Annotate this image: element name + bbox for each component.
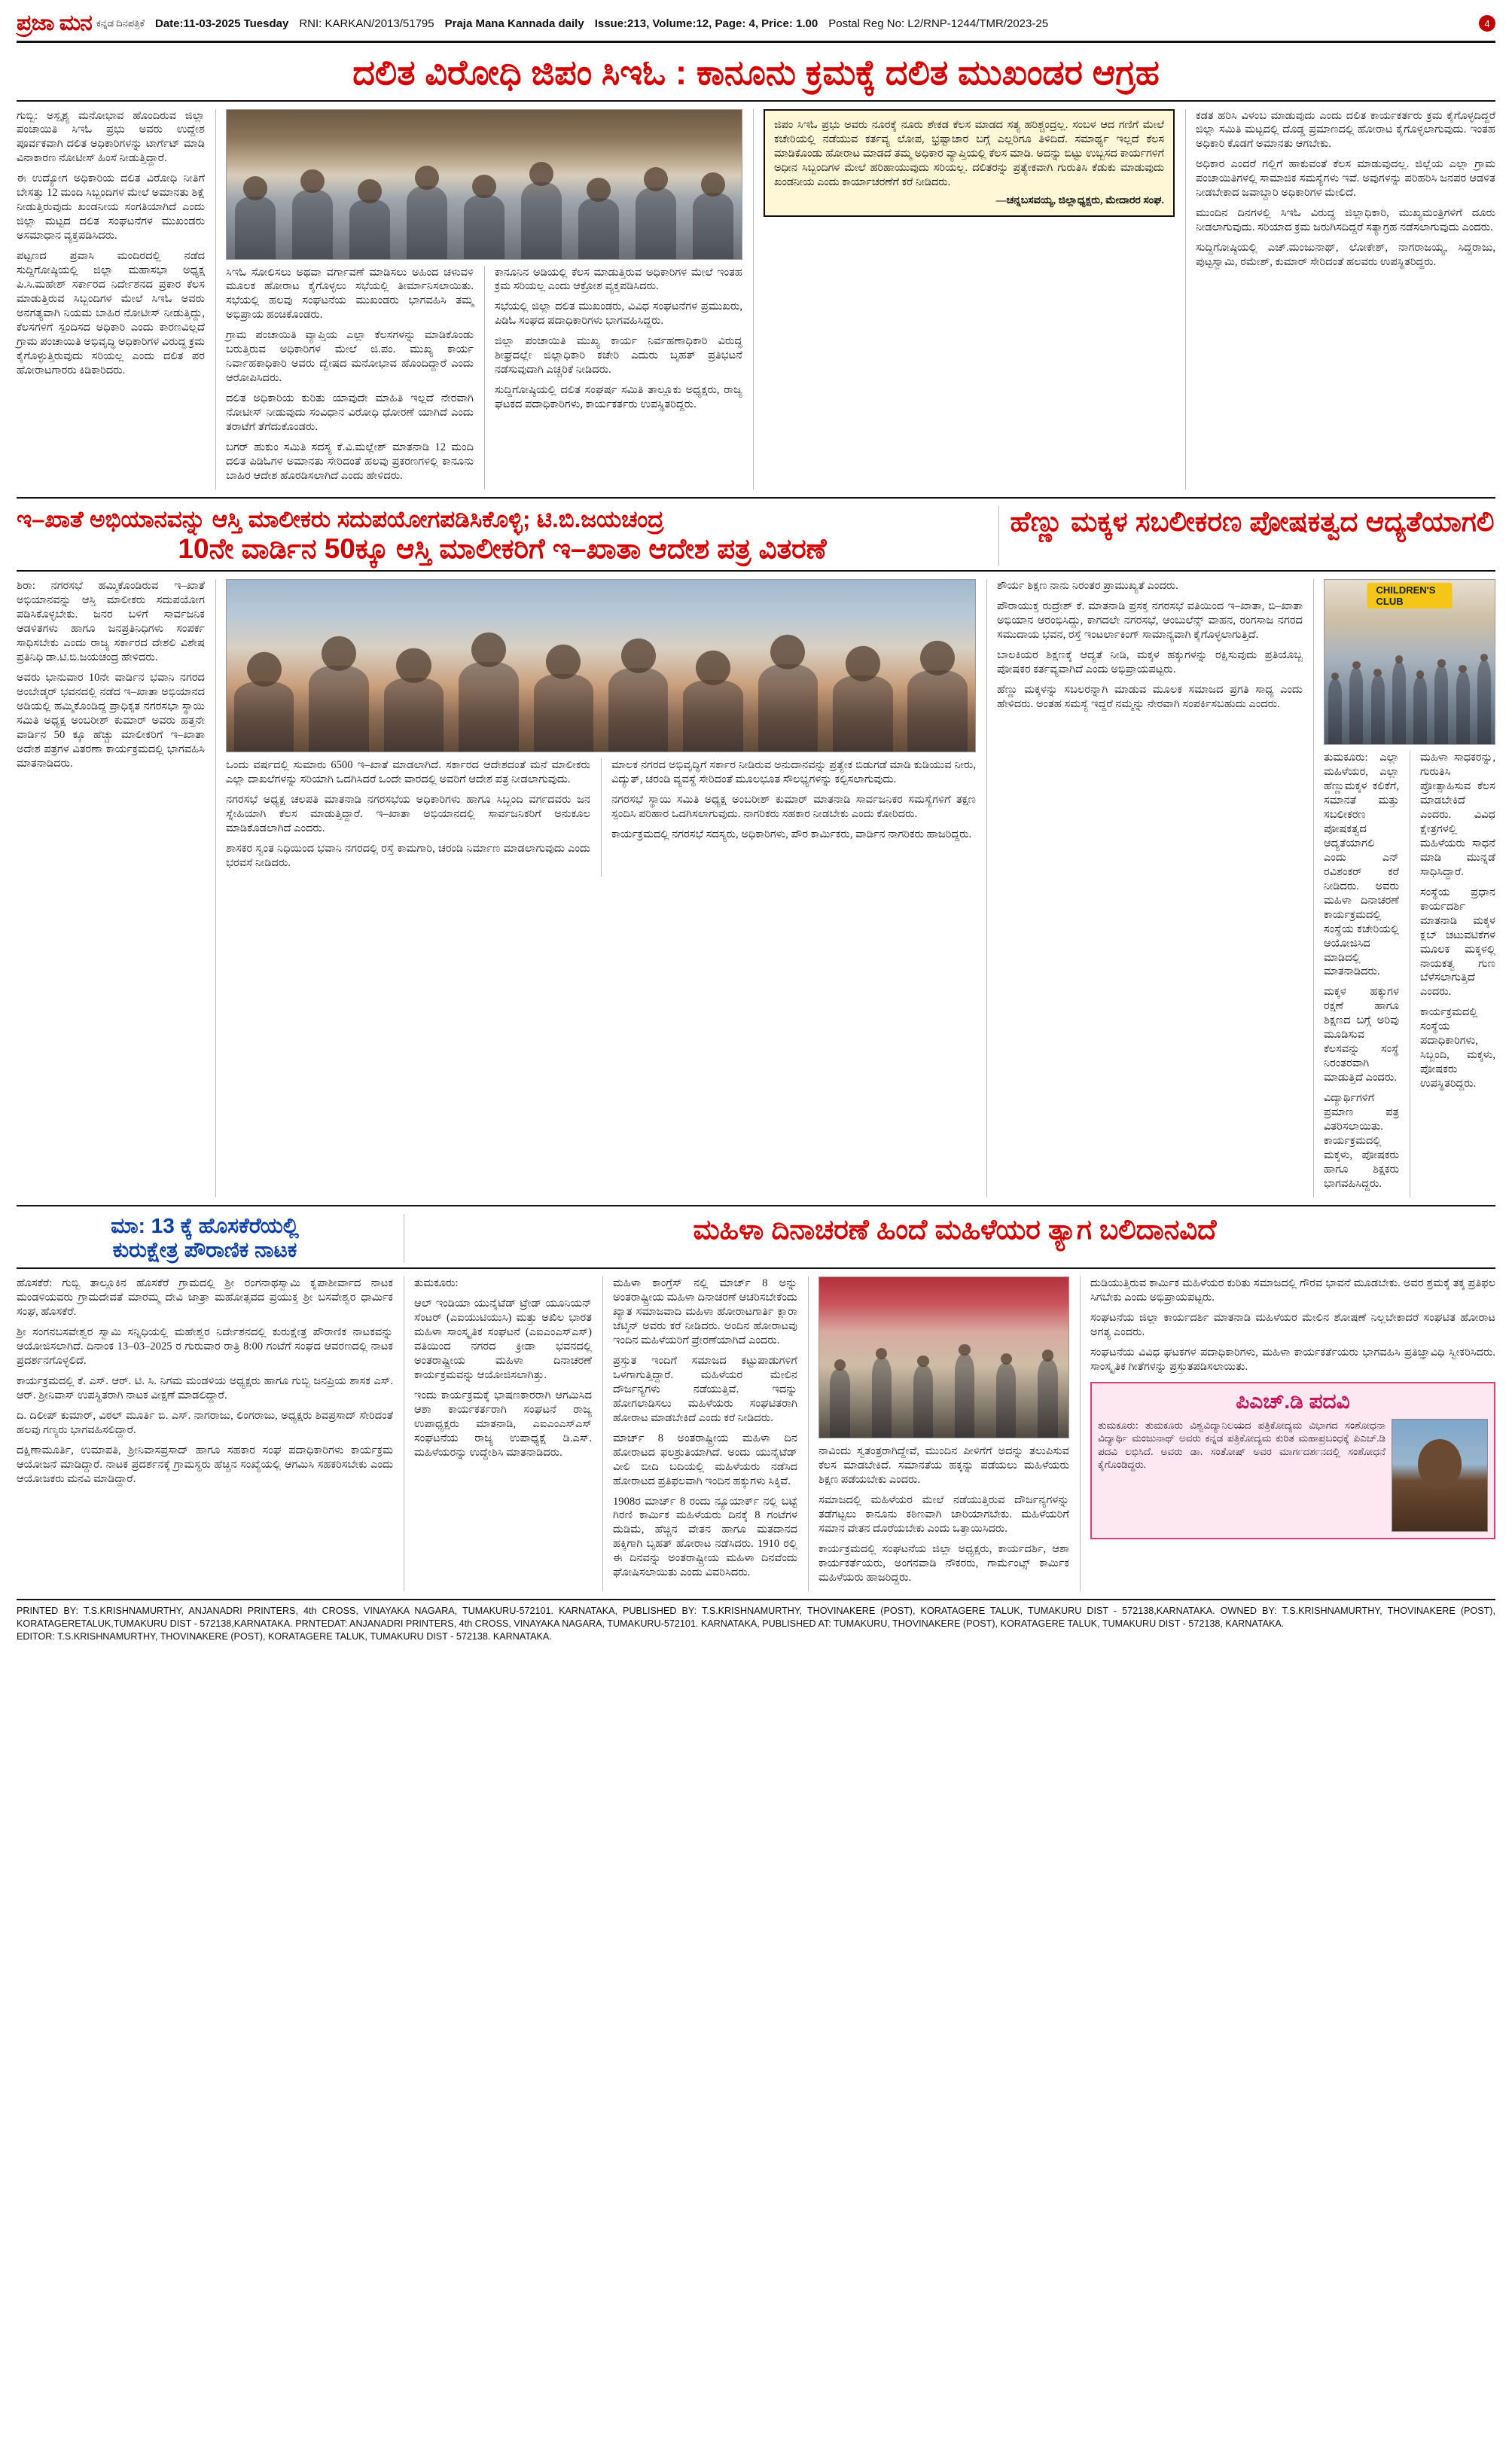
drama-col1: ಹೊಸಕೆರೆ: ಗುಬ್ಬಿ ತಾಲ್ಲೂಕಿನ ಹೊಸಕೆರೆ ಗ್ರಾಮದಲ್ಲಿ ಶ್ರೀ ರಂಗನಾಥಸ್ವಾಮಿ ಕೃಪಾಶೀರ್ವಾದ ನಾಟಕ ಮಂಡಳಿಯವರು ಗ್ರಾಮದೇವತೆ ಮಾರಮ್ಮ ದೇವಿ ಜಾತ್ರಾ ಮಹೋತ್ಸವದ ಪ್ರಯುಕ್ತ ಶ್ರೀ ಬಸವೇಶ್ವರ ಧಾರ್ಮಿಕ ಸಂಘ, ಹೊಸಕೆರೆ. ಶ್ರೀ ಸಂಗನಬಸವೇಶ್ವರ ಸ್ವಾಮಿ ಸನ್ನಿಧಿಯಲ್ಲಿ ಮಹೇಶ್ವರ ನಿರ್ದೇಶನದಲ್ಲಿ ಕುರುಕ್ಷೇತ್ರ ಪೌರಾಣಿಕ ನಾಟಕವನ್ನು ಆಯೋಜಿಸಲಾಗಿದೆ. ದಿನಾಂಕ 13–03–2025 ರ ಗುರುವಾರ ರಾತ್ರಿ 8:00 ಗಂಟೆಗೆ ಸಂಘದ ಆವರಣದಲ್ಲಿ ನಾಟಕ ಪ್ರದರ್ಶನಗೊಳ್ಳಲಿದೆ. ಕಾರ್ಯಕ್ರಮದಲ್ಲಿ ಕೆ. ಎಸ್. ಆರ್. ಟಿ. ಸಿ. ನಿಗಮ ಮಂಡಳಿಯ ಅಧ್ಯಕ್ಷರು ಹಾಗೂ ಗುಬ್ಬಿ ಜನಪ್ರಿಯ ಶಾಸಕ ಎಸ್. ಆರ್. ಶ್ರೀನಿವಾಸ್ ಉಪಸ್ಥಿತರಾಗಿ ನಾಟಕ ವೀಕ್ಷಣೆ ಮಾಡಲಿದ್ದಾರೆ. ದಿ. ದಿಲೀಪ್ ಕುಮಾರ್, ವಿಠಲ್ ಮೂರ್ತಿ ಬಿ. ಎಸ್. ನಾಗರಾಜು, ಲಿಂಗರಾಜು, ಅಧ್ಯಕ್ಷರು ಶಿವಪ್ರಸಾದ್ ಸೇರಿದಂತೆ ಹಲವು ಗಣ್ಯರು ಭಾಗವಹಿಸಲಿದ್ದಾರೆ. ದಕ್ಷಿಣಾಮೂರ್ತಿ, ಉಮಾಪತಿ, ಶ್ರೀನಿವಾಸಪ್ರಸಾದ್ ಹಾಗೂ ಸಹಕಾರ ಸಂಘ ಪದಾಧಿಕಾರಿಗಳು ಕಾರ್ಯಕ್ರಮ ಆಯೋಜನೆ ಮಾಡಿದ್ದಾರೆ. ನಾಟಕ ಪ್ರದರ್ಶನಕ್ಕೆ ಗ್ರಾಮಸ್ಥರು ಹೆಚ್ಚಿನ ಸಂಖ್ಯೆಯಲ್ಲಿ ಆಗಮಿಸಿ ಸಹಕರಿಸಬೇಕು ಎಂದು ಆಯೋಜಕರು ಮನವಿ ಮಾಡಿದ್ದಾರೆ. [17,1276,393,1485]
ekhata-col3: ಮಾಲಕ ನಗರದ ಅಭಿವೃದ್ಧಿಗೆ ಸರ್ಕಾರ ನೀಡಿರುವ ಅನುದಾನವನ್ನು ಪ್ರತ್ಯೇಕ ಬಿಡುಗಡೆ ಮಾಡಿ ಕುಡಿಯುವ ನೀರು, ವಿದ್ಯುತ್, ಚರಂಡಿ ವ್ಯವಸ್ಥೆ ಸೇರಿದಂತೆ ಮೂಲಭೂತ ಸೌಲಭ್ಯಗಳನ್ನು ಕಲ್ಪಿಸಲಾಗುವುದು. ನಗರಸಭೆ ಸ್ಥಾಯಿ ಸಮಿತಿ ಅಧ್ಯಕ್ಷ ಅಂಬರೀಶ್ ಕುಮಾರ್ ಮಾತನಾಡಿ ಸಾರ್ವಜನಿಕರ ಸಮಸ್ಯೆಗಳಿಗೆ ತಕ್ಷಣ ಸ್ಪಂದಿಸಿ ಪರಿಹಾರ ಒದಗಿಸಲಾಗುವುದು. ನಾಗರಿಕರು ಸಹಕಾರ ನೀಡಬೇಕು ಎಂದು ಕೋರಿದರು. ಕಾರ್ಯಕ್ರಮದಲ್ಲಿ ನಗರಸಭೆ ಸದಸ್ಯರು, ಅಧಿಕಾರಿಗಳು, ಪೌರ ಕಾರ್ಮಿಕರು, ವಾರ್ಡಿನ ನಾಗರಿಕರು ಹಾಜರಿದ್ದರು. [611,758,976,840]
divider-2 [17,497,1495,499]
masthead [17,11,1495,43]
divider-5 [17,1267,1495,1269]
paper-name: Praja Mana Kannada daily [444,17,584,30]
empowerment-headline: ಹೆಣ್ಣು ಮಕ್ಕಳ ಸಬಲೀಕರಣ ಪೋಷಕತ್ವದ ಆದ್ಯತೆಯಾಗಲಿ [1010,506,1495,538]
logo-title: ಪ್ರಜಾ ಮನ [17,11,92,35]
womensday-col2: ಮಹಿಳಾ ಕಾಂಗ್ರೆಸ್ ನಲ್ಲಿ ಮಾರ್ಚ್ 8 ಅನ್ನು ಅಂತರಾಷ್ಟ್ರೀಯ ಮಹಿಳಾ ದಿನಾಚರಣೆ ಆಚರಿಸಬೇಕೆಂದು ಖ್ಯಾತ ಸಮಾಜವಾದಿ ಮಹಿಳಾ ಹೋರಾಟಗಾರ್ತಿ ಕ್ಲಾರಾ ಜೆಟ್ಕಿನ್ ಅವರು ಕರೆ ನೀಡಿದರು. ಅಂದಿನ ಹೋರಾಟವು ಇಂದಿನ ಮಹಿಳೆಯರಿಗೆ ಪ್ರೇರಣೆಯಾಗಿದೆ ಎಂದರು. ಪ್ರಸ್ತುತ ಇಂದಿಗೆ ಸಮಾಜದ ಕಟ್ಟುಪಾಡುಗಳಿಗೆ ಒಳಗಾಗುತ್ತಿದ್ದಾರೆ. ಮಹಿಳೆಯರ ಮೇಲಿನ ದೌರ್ಜನ್ಯಗಳು ನಡೆಯುತ್ತಿವೆ. ಇದನ್ನು ಹೋಗಲಾಡಿಸಲು ಮಹಿಳೆಯರು ಸಂಘಟಿತರಾಗಿ ಹೋರಾಟ ಮಾಡಬೇಕಿದೆ ಎಂದು ಕರೆ ನೀಡಿದರು. ಮಾರ್ಚ್ 8 ಅಂತರಾಷ್ಟ್ರೀಯ ಮಹಿಳಾ ದಿನ ಹೋರಾಟದ ಫಲಶ್ರುತಿಯಾಗಿದೆ. ಅಂದು ಯುನೈಟೆಡ್ ವೀಲಿ ಬೀದಿ ಬದಿಯಲ್ಲಿ ಮಹಿಳೆಯರು ನಡೆಸಿದ ಹೋರಾಟದ ಪ್ರತಿಫಲವಾಗಿ ಇಂದಿನ ಹಕ್ಕುಗಳು ಸಿಕ್ಕಿವೆ. 1908ರ ಮಾರ್ಚ್ 8 ರಂದು ನ್ಯೂಯಾರ್ಕ್ ನಲ್ಲಿ ಬಟ್ಟೆ ಗಿರಣಿ ಕಾರ್ಮಿಕ ಮಹಿಳೆಯರು ದಿನಕ್ಕೆ 8 ಗಂಟೆಗಳ ದುಡಿಮೆ, ಹೆಚ್ಚಿನ ವೇತನ ಹಾಗೂ ಮತದಾನದ ಹಕ್ಕಿಗಾಗಿ ಬೃಹತ್ ಹೋರಾಟ ನಡೆಸಿದರು. 1910 ರಲ್ಲಿ ಈ ದಿನವನ್ನು ಅಂತರಾಷ್ಟ್ರೀಯ ಮಹಿಳಾ ದಿನವೆಂದು ಘೋಷಿಸಲಾಯಿತು ಎಂದು ವಿವರಿಸಿದರು. [613,1276,797,1579]
lead-col3: ಕಾನೂನಿನ ಅಡಿಯಲ್ಲಿ ಕೆಲಸ ಮಾಡುತ್ತಿರುವ ಅಧಿಕಾರಿಗಳ ಮೇಲೆ ಇಂತಹ ಕ್ರಮ ಸರಿಯಲ್ಲ ಎಂದು ಆಕ್ರೋಶ ವ್ಯಕ್ತಪಡಿಸಿದರು. ಸಭೆಯಲ್ಲಿ ಜಿಲ್ಲಾ ದಲಿತ ಮುಖಂಡರು, ವಿವಿಧ ಸಂಘಟನೆಗಳ ಪ್ರಮುಖರು, ಪಿಡಿಓ ಸಂಘದ ಪದಾಧಿಕಾರಿಗಳು ಭಾಗವಹಿಸಿದ್ದರು. ಜಿಲ್ಲಾ ಪಂಚಾಯಿತಿ ಮುಖ್ಯ ಕಾರ್ಯ ನಿರ್ವಹಣಾಧಿಕಾರಿ ವಿರುದ್ಧ ಶೀಘ್ರದಲ್ಲೇ ಜಿಲ್ಲಾಧಿಕಾರಿ ಕಚೇರಿ ಎದುರು ಬೃಹತ್ ಪ್ರತಿಭಟನೆ ನಡೆಸುವುದಾಗಿ ಎಚ್ಚರಿಕೆ ನೀಡಿದರು. ಸುದ್ದಿಗೋಷ್ಠಿಯಲ್ಲಿ ದಲಿತ ಸಂಘರ್ಷ ಸಮಿತಿ ತಾಲ್ಲೂಕು ಅಧ್ಯಕ್ಷರು, ರಾಜ್ಯ ಘಟಕದ ಪದಾಧಿಕಾರಿಗಳು, ಕಾರ್ಯಕರ್ತರು ಉಪಸ್ಥಿತರಿದ್ದರು. [495,266,742,411]
rni-number: RNI: KARKAN/2013/51795 [299,17,434,30]
highlight-quote-box [764,109,1175,218]
lead-story [17,109,1495,490]
ekhata-col2: ಒಂದು ವರ್ಷದಲ್ಲಿ ಸುಮಾರು 6500 ಇ–ಖಾತೆ ಮಾಡಲಾಗಿದೆ. ಸರ್ಕಾರದ ಆದೇಶದಂತೆ ಮನೆ ಮಾಲೀಕರು ಎಲ್ಲಾ ದಾಖಲೆಗಳನ್ನು ಸರಿಯಾಗಿ ಒದಗಿಸಿದರೆ ಒಂದೇ ವಾರದಲ್ಲಿ ಅವರಿಗೆ ಆದೇಶ ಪತ್ರ ನೀಡಲಾಗುವುದು. ನಗರಸಭೆ ಅಧ್ಯಕ್ಷ ಚಲಪತಿ ಮಾತನಾಡಿ ನಗರಸಭೆಯ ಅಧಿಕಾರಿಗಳು ಹಾಗೂ ಸಿಬ್ಬಂದಿ ವರ್ಗದವರು ಜನ ಸ್ನೇಹಿಯಾಗಿ ಕೆಲಸ ಮಾಡುತ್ತಿದ್ದಾರೆ. ಇ–ಖಾತಾ ಅಭಿಯಾನದಲ್ಲಿ ಸಾರ್ವಜನಿಕರಿಗೆ ಅನುಕೂಲ ಮಾಡಿಕೊಡಲಾಗಿದೆ ಎಂದರು. ಶಾಸಕರ ಸ್ವಂತ ನಿಧಿಯಿಂದ ಭವಾನಿ ನಗರದಲ್ಲಿ ರಸ್ತೆ ಕಾಮಗಾರಿ, ಚರಂಡಿ ನಿರ್ಮಾಣ ಮಾಡಲಾಗುವುದು ಎಂದು ಭರವಸೆ ನೀಡಿದರು. [226,758,590,869]
section-headlines-row [17,506,1495,566]
childrens-club-photo [1324,579,1495,745]
quote-attribution: —ಚನ್ನಬಸವಯ್ಯ, ಜಿಲ್ಲಾಧ್ಯಕ್ಷರು, ಮೇದಾರರ ಸಂಘ. [995,194,1164,206]
photo-figures [227,172,742,259]
ekhata-headline-2: 10ನೇ ವಾರ್ಡಿನ 50ಕ್ಕೂ ಆಸ್ತಿ ಮಾಲೀಕರಿಗೆ ಇ–ಖಾತಾ ಆದೇಶ ಪತ್ರ ವಿತರಣೆ [178,533,827,565]
imprint-line-1: PRINTED BY: T.S.KRISHNAMURTHY, ANJANADRI PRINTERS, 4th CROSS, VINAYAKA NAGARA, TUMAKURU-572101. KARNATAKA, PUBLISHED BY: T.S.KRISHNAMURTHY, THOVINAKERE (POST), KORATAGERE TALUK, TUMAKURU DIST - 572138,KARNATAKA. OWNED BY: T.S.KRISHNAMURTHY, THOVINAKERE (POST), KORATAGERETALUK,TUMAKURU DIST - 572138,KARNATAKA. PRNTEDAT: ANJANADRI PRINTERS, 4th CROSS, VINAYAKA NAGARA, TUMAKURU-572101. KARNATAKA, PUBLISHED AT: TUMAKURU, THOVINAKERE (POST), KORATAGERE TALUK, TUMAKURU DIST - 572138, KARNATAKA. [17,1605,1495,1629]
drama-headline-1: ಮಾ: 13 ಕ್ಕೆ ಹೊಸಕೆರೆಯಲ್ಲಿ [111,1214,299,1237]
phd-announcement-box [1090,1382,1495,1539]
lead-col5: ಕಡತ ಹರಿಸಿ ವಿಳಂಬ ಮಾಡುವುದು ಎಂದು ದಲಿತ ಕಾರ್ಯಕರ್ತರು ಕ್ರಮ ಕೈಗೊಳ್ಳದಿದ್ದರೆ ಜಿಲ್ಲಾ ಸಮಿತಿ ಮಟ್ಟದಲ್ಲಿ ದೊಡ್ಡ ಪ್ರಮಾಣದಲ್ಲಿ ಹೋರಾಟ ಕೈಗೊಳ್ಳಲಾಗುವುದು. ಇಂತಹ ಅಧಿಕಾರಿ ಕೊಡಗೆ ಅಮಾನತು ಆಗಬೇಕು. ಅಧಿಕಾರ ಎಂದರೆ ಗಲ್ಲಿಗೆ ಹಾಕುವಂತೆ ಕೆಲಸ ಮಾಡುವುದಲ್ಲ. ಜಿಲ್ಲೆಯ ಎಲ್ಲಾ ಗ್ರಾಮ ಪಂಚಾಯಿತಿಗಳಲ್ಲಿ ಸಾಮಾಜಿಕ ಸಮಸ್ಯೆಗಳು ಇವೆ. ಅವುಗಳನ್ನು ಪರಿಹರಿಸಿ ಜನಪರ ಆಡಳಿತ ನೀಡಬೇಕಾದ ಜವಾಬ್ದಾರಿ ಅಧಿಕಾರಿಗಳ ಮೇಲಿದೆ. ಮುಂದಿನ ದಿನಗಳಲ್ಲಿ ಸಿಇಓ ವಿರುದ್ಧ ಜಿಲ್ಲಾಧಿಕಾರಿ, ಮುಖ್ಯಮಂತ್ರಿಗಳಿಗೆ ದೂರು ನೀಡಲಾಗುವುದು. ಸರಿಯಾದ ಕ್ರಮ ಜರುಗಿಸದಿದ್ದರೆ ಸತ್ಯಾಗ್ರಹ ನಡೆಸಲಾಗುವುದು ಎಂದರು. ಸುದ್ದಿಗೋಷ್ಠಿಯಲ್ಲಿ ಎಚ್.ಮಂಜುನಾಥ್, ಲೋಕೇಶ್, ನಾಗರಾಜಯ್ಯ, ಸಿದ್ದರಾಜು, ಪುಟ್ಟಸ್ವಾಮಿ, ರಮೇಶ್, ಕುಮಾರ್ ಸೇರಿದಂತೆ ಹಲವರು ಉಪಸ್ಥಿತರಿದ್ದರು. [1196,109,1495,269]
phd-title: ಪಿಎಚ್.ಡಿ ಪದವಿ [1236,1389,1350,1413]
womens-day-stage-photo [818,1276,1069,1438]
photo-figures [819,1344,1068,1438]
ekhata-col1: ಶಿರಾ: ನಗರಸಭೆ ಹಮ್ಮಿಕೊಂಡಿರುವ ಇ–ಖಾತೆ ಅಭಿಯಾನವನ್ನು ಆಸ್ತಿ ಮಾಲೀಕರು ಸದುಪಯೋಗ ಪಡಿಸಿಕೊಳ್ಳಬೇಕು. ಜನರ ಬಳಿಗೆ ಸಾರ್ವಜನಿಕ ಆಡಳಿತಗಳು ಹಾಗೂ ಜನಪ್ರತಿನಿಧಿಗಳು ಸಂಪರ್ಕ ಸಾಧಿಸಬೇಕು ಎಂದು ರಾಜ್ಯ ಸರ್ಕಾರದ ದೇಶಲಿ ವಿಶೇಷ ಪ್ರತಿನಿಧಿ ಡಾ.ಟಿ.ಬಿ.ಜಯಚಂದ್ರ ಹೇಳಿದರು. ಅವರು ಭಾನುವಾರ 10ನೇ ವಾರ್ಡಿನ ಭವಾನಿ ನಗರದ ಅಂಬೇಡ್ಕರ್ ಭವನದಲ್ಲಿ ನಡೆದ ಇ–ಖಾತಾ ಅಭಿಯಾನದ ಅಡಿಯಲ್ಲಿ ಹಮ್ಮಿಕೊಂಡಿದ್ದ ಪ್ರಾಧಿಕೃತ ನಗರಸಭಾ ಸ್ಥಾಯಿ ಸಮಿತಿ ಅಧ್ಯಕ್ಷ ಅಂಬರೀಶ್ ಕುಮಾರ್ ಅವರು ಹತ್ತನೇ ವಾರ್ಡಿನ 50 ಕ್ಕೂ ಹೆಚ್ಚು ಮಾಲೀಕರಿಗೆ ಇ–ಖಾತಾ ಅದೇಶ ಪತ್ರಗಳ ವಿತರಣಾ ಕಾರ್ಯಕ್ರಮದಲ್ಲಿ ಭಾಗವಹಿಸಿ ಮಾತನಾಡಿದರು. [17,579,205,770]
imprint-line-2: EDITOR: T.S.KRISHNAMURTHY, THOVINAKERE (POST), KORATAGERE TALUK, TUMAKURU DIST - 572138. KARNATAKA. [17,1630,552,1642]
drama-headline-2: ಕುರುಕ್ಷೇತ್ರ ಪೌರಾಣಿಕ ನಾಟಕ [112,1238,297,1262]
divider-4 [17,1205,1495,1206]
childrens-club-banner: CHILDREN'S CLUB [1367,583,1453,608]
imprint-footer [17,1599,1495,1643]
photo-figures [1325,649,1495,744]
lead-col2: ಸಿಇಓ ಸೋಲಿಸಲು ಅಥವಾ ವರ್ಗಾವಣೆ ಮಾಡಿಸಲು ಅಹಿಂದ ಚಳುವಳಿ ಮೂಲಕ ಹೋರಾಟ ಕೈಗೊಳ್ಳಲು ಸಭೆಯಲ್ಲಿ ತೀರ್ಮಾನಿಸಲಾಯಿತು. ಸಭೆಯಲ್ಲಿ ಹಲವು ಸಂಘಟನೆಯ ಮುಖಂಡರು ಭಾಗವಹಿಸಿ ತಮ್ಮ ಅಭಿಪ್ರಾಯ ಹಂಚಿಕೊಂಡರು. ಗ್ರಾಮ ಪಂಚಾಯಿತಿ ವ್ಯಾಪ್ತಿಯ ಎಲ್ಲಾ ಕೆಲಸಗಳನ್ನು ಮಾಡಿಕೊಂಡು ಬರುತ್ತಿರುವ ಅಧಿಕಾರಿಗಳ ಮೇಲೆ ಜಿ.ಪಂ. ಮುಖ್ಯ ಕಾರ್ಯ ನಿರ್ವಾಹಕಾಧಿಕಾರಿ ಅವರು ದ್ವೇಷದ ಮನೋಭಾವ ಹೊಂದಿದ್ದಾರೆ ಎಂದು ಆರೋಪಿಸಿದರು. ದಲಿತ ಅಧಿಕಾರಿಯ ಕುರಿತು ಯಾವುದೇ ಮಾಹಿತಿ ಇಲ್ಲದೆ ನೇರವಾಗಿ ನೋಟೀಸ್ ನೀಡುವುದು ಸಂವಿಧಾನ ವಿರೋಧಿ ಧೋರಣೆ ಯಾಗಿದೆ ಎಂದು ತರಾಟೆಗೆ ತೆಗೆದುಕೊಂಡರು. ಬಗರ್ ಹುಕುಂ ಸಮಿತಿ ಸದಸ್ಯ ಕೆ.ವಿ.ಮಲ್ಲೇಶ್ ಮಾತನಾಡಿ 12 ಮಂದಿ ದಲಿತ ಪಿಡಿಓಗಳ ಅಮಾನತು ಸೇರಿದಂತೆ ಹಲವು ಪ್ರಕರಣಗಳಲ್ಲಿ ಕಾನೂನು ಬಾಹಿರ ಆದೇಶ ಹೊರಡಿಸಲಾಗಿದೆ ಎಂದು ಹೇಳಿದರು. [226,266,474,483]
paper-logo [17,11,145,36]
quote-text: ಜಿಪಂ ಸಿಇಓ ಪ್ರಭು ಅವರು ನೂರಕ್ಕೆ ನೂರು ಶೇಕಡ ಕೆಲಸ ಮಾಡದ ಸತ್ಯ ಹರಿಶ್ಚಂದ್ರಲ್ಲ. ಸಂಬಳ ಆದ ಗಣಿಗೆ ಮೇಲೆ ಕಚೇರಿಯಲ್ಲಿ ನಡೆಯುವ ಕರ್ತವ್ಯ ಲೋಪ, ಭ್ರಷ್ಟಾಚಾರ ಬಗ್ಗೆ ಎಲ್ಲರಿಗೂ ತಿಳಿದಿದೆ. ಸಮಾರ್ಥ್ಯ ಇಲ್ಲದೆ ಕೆಲಸ ಮಾಡಿಕೊಂಡು ಹೋರಾಟ ಮಾಡದೆ ತಮ್ಮ ಅಧಿಕಾರ ವ್ಯಾಪ್ತಿಯಲ್ಲಿ ಕೆಲಸ ಮಾಡಿ. ಅದನ್ನು ಬಿಟ್ಟು ಉಬ್ಬಸದ ಕಾರ್ಯಗಳಿಗೆ ಅಧೀನ ಸಿಬ್ಬಂದಿಗಳ ಮೇಲೆ ಹರಿಹಾಯುವುದು ಸರಿಯಲ್ಲ. ದಲಿತರನ್ನು ಪ್ರತ್ಯೇಕವಾಗಿ ಗುರುತಿಸಿ ಕೆಡುಕು ಮಾಡುವುದು ಖಂಡನೀಯ ಎಂದು ಕಾರ್ಯಾಚರಣೆಗೆ ಕರೆ ನೀಡಿದರು. [774,118,1164,188]
logo-subtitle: ಕನ್ನಡ ದಿನಪತ್ರಿಕೆ [96,17,145,29]
womensday-col1: ತುಮಕೂರು: ಆಲ್ ಇಂಡಿಯಾ ಯುನೈಟೆಡ್ ಟ್ರೇಡ್ ಯೂನಿಯನ್ ಸೆಂಟರ್ (ಎಐಯುಟಿಯುಸಿ) ಮತ್ತು ಅಖಿಲ ಭಾರತ ಮಹಿಳಾ ಸಾಂಸ್ಕೃತಿಕ ಸಂಘಟನೆ (ಎಐಎಂಎಸ್ಎಸ್) ವತಿಯಿಂದ ನಗರದ ಕ್ರೀಡಾ ಭವನದಲ್ಲಿ ಅಂತರಾಷ್ಟ್ರೀಯ ಮಹಿಳಾ ದಿನಾಚರಣೆ ಕಾರ್ಯಕ್ರಮವನ್ನು ಆಯೋಜಿಸಲಾಗಿತ್ತು. ಇಂದು ಕಾರ್ಯಕ್ರಮಕ್ಕೆ ಭಾಷಣಕಾರರಾಗಿ ಆಗಮಿಸಿದ ಆಶಾ ಕಾರ್ಯಕರ್ತರಾಗಿ ಸಂಘಟನೆ ರಾಜ್ಯ ಉಪಾಧ್ಯಕ್ಷರು ಮಾತನಾಡಿ, ಎಐಎಂಎಸ್ಎಸ್ ಸಂಘಟನೆಯ ರಾಜ್ಯ ಉಪಾಧ್ಯಕ್ಷೆ ಡಿ.ಎಸ್. ಮಹಿಳೆಯರನ್ನು ಉದ್ದೇಶಿಸಿ ಮಾತನಾಡಿದರು. [414,1276,592,1459]
press-meet-photo [226,109,742,260]
section2-3-body [17,579,1495,1197]
womensday-col4: ದುಡಿಯುತ್ತಿರುವ ಕಾರ್ಮಿಕ ಮಹಿಳೆಯರ ಕುರಿತು ಸಮಾಜದಲ್ಲಿ ಗೌರವ ಭಾವನೆ ಮೂಡಬೇಕು. ಅವರ ಶ್ರಮಕ್ಕೆ ತಕ್ಕ ಪ್ರತಿಫಲ ಸಿಗಬೇಕು ಎಂದು ಅಭಿಪ್ರಾಯಪಟ್ಟರು. ಸಂಘಟನೆಯ ಜಿಲ್ಲಾ ಕಾರ್ಯದರ್ಶಿ ಮಾತನಾಡಿ ಮಹಿಳೆಯರ ಮೇಲಿನ ಶೋಷಣೆ ನಿಲ್ಲಬೇಕಾದರೆ ಸಂಘಟಿತ ಹೋರಾಟ ಅಗತ್ಯ ಎಂದರು. ಸಂಘಟನೆಯ ವಿವಿಧ ಘಟಕಗಳ ಪದಾಧಿಕಾರಿಗಳು, ಮಹಿಳಾ ಕಾರ್ಯಕರ್ತೆಯರು ಭಾಗವಹಿಸಿ ಪ್ರತಿಜ್ಞಾವಿಧಿ ಸ್ವೀಕರಿಸಿದರು. ಸಾಂಸ್ಕೃತಿಕ ಗೀತೆಗಳನ್ನು ಪ್ರಸ್ತುತಪಡಿಸಲಾಯಿತು. [1090,1276,1495,1373]
postal-reg: Postal Reg No: L2/RNP-1244/TMR/2023-25 [828,17,1049,30]
divider-3 [17,570,1495,572]
phd-text: ತುಮಕೂರು: ತುಮಕೂರು ವಿಶ್ವವಿದ್ಯಾನಿಲಯದ ಪತ್ರಿಕೋದ್ಯಮ ವಿಭಾಗದ ಸಂಶೋಧನಾ ವಿದ್ಯಾರ್ಥಿ ಮಂಜುನಾಥ್ ಅವರು ಕನ್ನಡ ಪತ್ರಿಕೋದ್ಯಮ ಕುರಿತ ಮಹಾಪ್ರಬಂಧಕ್ಕೆ ಪಿಎಚ್.ಡಿ ಪದವಿ ಲಭಿಸಿದೆ. ಅವರು ಡಾ. ಸಂತೋಷ್ ಅವರ ಮಾರ್ಗದರ್ಶನದಲ್ಲಿ ಸಂಶೋಧನೆ ಕೈಗೊಂಡಿದ್ದರು. [1098,1419,1385,1471]
empowerment-col1: ಶೌರ್ಯ ಶಿಕ್ಷಣ ನಾನು ನಿರಂತರ ಪ್ರಾಮುಖ್ಯತೆ ಎಂದರು. ಪೌರಾಯುಕ್ತ ರುದ್ರೇಶ್ ಕೆ. ಮಾತನಾಡಿ ಪ್ರಸಕ್ತ ನಗರಸಭೆ ವತಿಯಿಂದ ಇ–ಖಾತಾ, ಬಿ–ಖಾತಾ ಅಭಿಯಾನ ಆರಂಭಿಸಿದ್ದು, ಕಾಗದಲೇ ನಗರಸಭೆ, ಆಂಬುಲೆನ್ಸ್ ವಾಹನ, ರಂಗಸಾಜ ನಗರದ ಸಮುದಾಯ ಭವನ, ರಸ್ತೆ ಇಂಟರ್ಲಾಕಿಂಗ್ ಸಾಮಾನ್ಯವಾಗಿ ಕೈಗೊಳ್ಳಲಾಗುತ್ತಿದೆ. ಬಾಲಕಿಯರ ಶಿಕ್ಷಣಕ್ಕೆ ಆದ್ಯತೆ ನೀಡಿ, ಮಕ್ಕಳ ಹಕ್ಕುಗಳನ್ನು ರಕ್ಷಿಸುವುದು ಪ್ರತಿಯೊಬ್ಬ ಪೋಷಕರ ಕರ್ತವ್ಯವಾಗಿದೆ ಎಂದು ಅಭಿಪ್ರಾಯಪಟ್ಟರು. ಹೆಣ್ಣು ಮಕ್ಕಳನ್ನು ಸಬಲರನ್ನಾಗಿ ಮಾಡುವ ಮೂಲಕ ಸಮಾಜದ ಪ್ರಗತಿ ಸಾಧ್ಯ ಎಂದು ಹೇಳಿದರು. ಅಂತಹ ಸಮಸ್ಯೆ ಇದ್ದರೆ ನಮ್ಮನ್ನು ನೇರವಾಗಿ ಸಂಪರ್ಕಿಸಬಹುದು ಎಂದರು. [997,579,1303,710]
issue-date: Date:11-03-2025 Tuesday [155,17,289,30]
section4-body [17,1276,1495,1591]
page-number-badge: 4 [1479,15,1495,32]
section4-headlines [17,1214,1495,1263]
issue-info: Issue:213, Volume:12, Page: 4, Price: 1.00 [594,17,818,30]
photo-figures [227,652,975,752]
divider [17,100,1495,102]
empowerment-col3: ಮಹಿಳಾ ಸಾಧಕರನ್ನು, ಗುರುತಿಸಿ ಪ್ರೋತ್ಸಾಹಿಸುವ ಕೆಲಸ ಮಾಡಬೇಕಿದೆ ಎಂದರು. ವಿವಿಧ ಕ್ಷೇತ್ರಗಳಲ್ಲಿ ಮಹಿಳೆಯರು ಸಾಧನೆ ಮಾಡಿ ಮುನ್ನಡೆ ಸಾಧಿಸಿದ್ದಾರೆ. ಸಂಸ್ಥೆಯ ಪ್ರಧಾನ ಕಾರ್ಯದರ್ಶಿ ಮಾತನಾಡಿ ಮಕ್ಕಳ ಕ್ಲಬ್ ಚಟುವಟಿಕೆಗಳ ಮೂಲಕ ಮಕ್ಕಳಲ್ಲಿ ನಾಯಕತ್ವ ಗುಣ ಬೆಳೆಸಲಾಗುತ್ತಿದೆ ಎಂದರು. ಕಾರ್ಯಕ್ರಮದಲ್ಲಿ ಸಂಸ್ಥೆಯ ಪದಾಧಿಕಾರಿಗಳು, ಸಿಬ್ಬಂದಿ, ಮಕ್ಕಳು, ಪೋಷಕರು ಉಪಸ್ಥಿತರಿದ್ದರು. [1420,751,1495,1090]
empowerment-col2: ತುಮಕೂರು: ಎಲ್ಲಾ ಮಹಿಳೆಯರ, ಎಲ್ಲಾ ಹೆಣ್ಣುಮಕ್ಕಳ ಕಲಿಕೆಗೆ, ಸಮಾನತೆ ಮತ್ತು ಸಬಲೀಕರಣ ಪೋಷಕತ್ವದ ಆದ್ಯತೆಯಾಗಲಿ ಎಂದು ಎನ್ ರವಿಶಂಕರ್ ಕರೆ ನೀಡಿದರು. ಅವರು ಮಹಿಳಾ ದಿನಾಚರಣೆ ಕಾರ್ಯಕ್ರಮದಲ್ಲಿ ಸಂಸ್ಥೆಯ ಕಚೇರಿಯಲ್ಲಿ ಆಯೋಜಿಸಿದ ಮಾಡಿದಲ್ಲಿ ಮಾತನಾಡಿದರು. ಮಕ್ಕಳ ಹಕ್ಕುಗಳ ರಕ್ಷಣೆ ಹಾಗೂ ಶಿಕ್ಷಣದ ಬಗ್ಗೆ ಅರಿವು ಮೂಡಿಸುವ ಕೆಲಸವನ್ನು ಸಂಸ್ಥೆ ನಿರಂತರವಾಗಿ ಮಾಡುತ್ತಿದೆ ಎಂದರು. ವಿದ್ಯಾರ್ಥಿಗಳಿಗೆ ಪ್ರಮಾಣ ಪತ್ರ ವಿತರಿಸಲಾಯಿತು. ಕಾರ್ಯಕ್ರಮದಲ್ಲಿ ಮಕ್ಕಳು, ಪೋಷಕರು ಹಾಗೂ ಶಿಕ್ಷಕರು ಭಾಗವಹಿಸಿದ್ದರು. [1324,751,1399,1191]
lead-headline: ದಲಿತ ವಿರೋಧಿ ಜಿಪಂ ಸಿಇಓ : ಕಾನೂನು ಕ್ರಮಕ್ಕೆ ದಲಿತ ಮುಖಂಡರ ಆಗ್ರಹ [352,53,1160,92]
womensday-col3: ನಾವಿಂದು ಸ್ವತಂತ್ರರಾಗಿದ್ದೇವೆ, ಮುಂದಿನ ಪೀಳಿಗೆಗೆ ಅದನ್ನು ತಲುಪಿಸುವ ಕೆಲಸ ಮಾಡಬೇಕಿದೆ. ಸಮಾನತೆಯ ಹಕ್ಕನ್ನು ಪಡೆಯಲು ಮಹಿಳೆಯರು ಶಿಕ್ಷಣ ಪಡೆಯಬೇಕು ಎಂದರು. ಸಮಾಜದಲ್ಲಿ ಮಹಿಳೆಯರ ಮೇಲೆ ನಡೆಯುತ್ತಿರುವ ದೌರ್ಜನ್ಯಗಳನ್ನು ತಡೆಗಟ್ಟಲು ಕಾನೂನು ಕಠಿಣವಾಗಿ ಜಾರಿಯಾಗಬೇಕು. ಮಹಿಳೆಯರಿಗೆ ಸಮಾನ ವೇತನ ದೊರೆಯಬೇಕು ಎಂದು ಒತ್ತಾಯಿಸಿದರು. ಕಾರ್ಯಕ್ರಮದಲ್ಲಿ ಸಂಘಟನೆಯ ಜಿಲ್ಲಾ ಅಧ್ಯಕ್ಷರು, ಕಾರ್ಯದರ್ಶಿ, ಆಶಾ ಕಾರ್ಯಕರ್ತೆಯರು, ಅಂಗನವಾಡಿ ನೌಕರರು, ಗಾರ್ಮೆಂಟ್ಸ್ ಕಾರ್ಮಿಕ ಮಹಿಳೆಯರು ಹಾಜರಿದ್ದರು. [818,1444,1069,1584]
womens-day-headline: ಮಹಿಳಾ ದಿನಾಚರಣೆ ಹಿಂದೆ ಮಹಿಳೆಯರ ತ್ಯಾಗ ಬಲಿದಾನವಿದೆ [693,1214,1217,1245]
ekhata-headline-1: ಇ–ಖಾತೆ ಅಭಿಯಾನವನ್ನು ಆಸ್ತಿ ಮಾಲೀಕರು ಸದುಪಯೋಗಪಡಿಸಿಕೊಳ್ಳಿ; ಟಿ.ಬಿ.ಜಯಚಂದ್ರ [17,506,664,533]
ekhata-distribution-photo [226,579,976,752]
phd-recipient-photo [1392,1419,1488,1532]
lead-col1: ಗುಬ್ಬಿ: ಅಸ್ಪೃಶ್ಯ ಮನೋಭಾವ ಹೊಂದಿರುವ ಜಿಲ್ಲಾ ಪಂಚಾಯಿತಿ ಸಿಇಓ ಪ್ರಭು ಅವರು ಉದ್ದೇಶ ಪೂರ್ವಕವಾಗಿ ದಲಿತ ಅಧಿಕಾರಿಗಳನ್ನು ಟಾರ್ಗೆಟ್ ಮಾಡಿ ವಿನಾಕಾರಣ ನೋಟೀಸ್ ಹಿಂಸೆ ನೀಡುತ್ತಿದ್ದಾರೆ. ಈ ಉದ್ಯೋಗ ಅಧಿಕಾರಿಯ ದಲಿತ ವಿರೋಧಿ ನೀತಿಗೆ ಬೇಸತ್ತು 12 ಮಂದಿ ಸಿಬ್ಬಂದಿಗಳ ಮೇಲೆ ಅಮಾನತು ಶಿಕ್ಷೆ ನೀಡುತ್ತಿರುವುದು ಖಂಡನೀಯ ಸಂಗತಿಯಾಗಿದೆ ಎಂದು ಜಿಲ್ಲಾ ಮಟ್ಟದ ದಲಿತ ಸಂಘಟನೆಗಳ ಮುಖಂಡರು ಅಸಮಾಧಾನ ವ್ಯಕ್ತಪಡಿಸಿದರು. ಪಟ್ಟಣದ ಪ್ರವಾಸಿ ಮಂದಿರದಲ್ಲಿ ನಡೆದ ಸುದ್ದಿಗೋಷ್ಠಿಯಲ್ಲಿ ಜಿಲ್ಲಾ ಮಹಾಸಭಾ ಅಧ್ಯಕ್ಷ ಪಿ.ಸಿ.ಮಹೇಶ್ ಸರ್ಕಾರದ ನಿರ್ದೇಶನದ ಪ್ರಕಾರ ಕೆಲಸ ಮಾಡುತ್ತಿರುವ ಸಿಬ್ಬಂದಿಗಳ ಮೇಲೆ ಸಿಇಓ ಅವರು ಅನಗತ್ಯವಾಗಿ ನಿಯಮ ಬಾಹಿರ ನೋಟೀಸ್ ನೀಡುತ್ತಿದ್ದು, ಕೆಲಸಗಳಿಗೆ ಸ್ಪಂದಿಸದ ಅಧಿಕಾರಿ ಎಂದು ಕಾರಣವಿಲ್ಲದೆ ಗ್ರಾಮ ಪಂಚಾಯಿತಿ ಅಭಿವೃದ್ಧಿ ಅಧಿಕಾರಿಗಳ ವಿರುದ್ಧ ಕ್ರಮ ಕೈಗೊಳ್ಳುತ್ತಿರುವುದು ಸರಿಯಲ್ಲ ಎಂದು ದಲಿತ ಪರ ಹೋರಾಟಗಾರರು ಕಿಡಿಕಾರಿದರು. [17,109,205,377]
